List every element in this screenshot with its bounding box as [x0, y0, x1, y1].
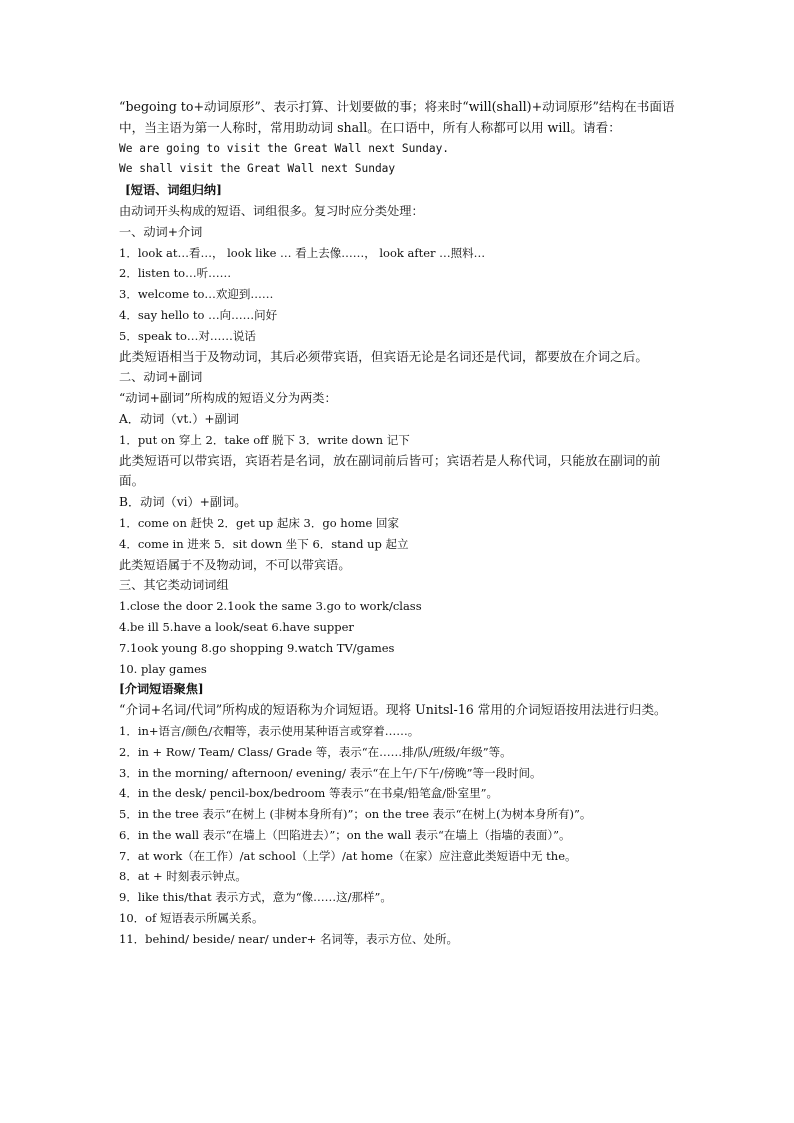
list-item: 2．listen to…听……: [119, 266, 232, 281]
example-sentence-2: We shall visit the Great Wall next Sunday: [119, 162, 396, 176]
list-item: 4．in the desk/ pencil-box/bedroom 等表示“在书桌/铅笔盒/卧室里”。: [119, 786, 498, 801]
list-item: 7．at work（在工作）/at school（上学）/at home（在家）应注意此类短语中无 the。: [119, 848, 577, 863]
prep-heading: [介词短语聚焦]: [119, 682, 204, 697]
phrases-intro: 由动词开头构成的短语、词组很多。复习时应分类处理：: [119, 203, 424, 218]
list-item: 1．in+语言/颜色/衣帽等，表示使用某种语言或穿着……。: [119, 723, 420, 738]
section-3-title: 三、其它类动词词组: [119, 578, 229, 593]
section-2a-title: A．动词（vt.）+副词: [119, 411, 239, 426]
list-item: 9．like this/that 表示方式，意为“像……这/那样”。: [119, 890, 392, 905]
list-item: 2．in + Row/ Team/ Class/ Grade 等，表示“在……排/队/班级/年级”等。: [119, 744, 512, 759]
section-2-title: 二、动词+副词: [119, 370, 203, 385]
section-1-note: 此类短语相当于及物动词，其后必须带宾语，但宾语无论是名词还是代词，都要放在介词之后。: [119, 348, 648, 364]
section-2a-items: 1．put on 穿上 2．take off 脱下 3．write down 记下: [119, 432, 410, 447]
intro-paragraph: “begoing to+动词原形”、表示打算、计划要做的事；将来时“will(shall)+动词原形”结构在书面语中，当主语为第一人称时，常用助动词 shall。在口语中，所有人称都可以用 will。请看：: [119, 99, 675, 135]
section-2-intro: “动词+副词”所构成的短语义分为两类：: [119, 391, 337, 406]
list-item: 8．at + 时刻表示钟点。: [119, 869, 247, 884]
section-2a-note: 此类短语可以带宾语，宾语若是名词，放在副词前后皆可；宾语若是人称代词，只能放在副词的前面。: [119, 452, 661, 489]
list-item: 5．in the tree 表示“在树上 (非树本身所有)”；on the tree 表示“在树上(为树本身所有)”。: [119, 807, 592, 822]
phrases-heading: [短语、词组归纳]: [125, 183, 222, 198]
list-item: 5．speak to…对……说话: [119, 328, 256, 343]
section-2b-line: 4．come in 进来 5．sit down 坐下 6．stand up 起立: [119, 536, 409, 551]
list-item: 10．of 短语表示所属关系。: [119, 911, 264, 926]
list-item: 6．in the wall 表示“在墙上（凹陷进去）”；on the wall 表示“在墙上（指墙的表面）”。: [119, 827, 571, 842]
list-item: 7.1ook young 8.go shopping 9.watch TV/games: [119, 640, 395, 655]
prep-intro: “介词+名词/代词”所构成的短语称为介词短语。现将 Unitsl-16 常用的介词短语按用法进行归类。: [119, 702, 667, 718]
list-item: 1．look at…看…， look like … 看上去像……， look after …照料…: [119, 245, 486, 260]
list-item: 10. play games: [119, 661, 207, 676]
list-item: 3．welcome to…欢迎到……: [119, 287, 274, 302]
document-content: [119, 97, 679, 950]
list-item: 4．say hello to …向……问好: [119, 307, 278, 322]
section-2b-title: B．动词（vi）+副词。: [119, 495, 247, 510]
section-2b-line: 1．come on 赶快 2．get up 起床 3．go home 回家: [119, 515, 399, 530]
list-item: 3．in the morning/ afternoon/ evening/ 表示“在上午/下午/傍晚”等一段时间。: [119, 765, 542, 780]
list-item: 11．behind/ beside/ near/ under+ 名词等，表示方位、处所。: [119, 931, 458, 946]
list-item: 4.be ill 5.have a look/seat 6.have supper: [119, 619, 354, 634]
list-item: 1.close the door 2.1ook the same 3.go to work/class: [119, 599, 422, 614]
section-1-title: 一、动词+介词: [119, 224, 203, 239]
example-sentence-1: We are going to visit the Great Wall next Sunday.: [119, 141, 450, 155]
section-2b-note: 此类短语属于不及物动词，不可以带宾语。: [119, 557, 351, 572]
